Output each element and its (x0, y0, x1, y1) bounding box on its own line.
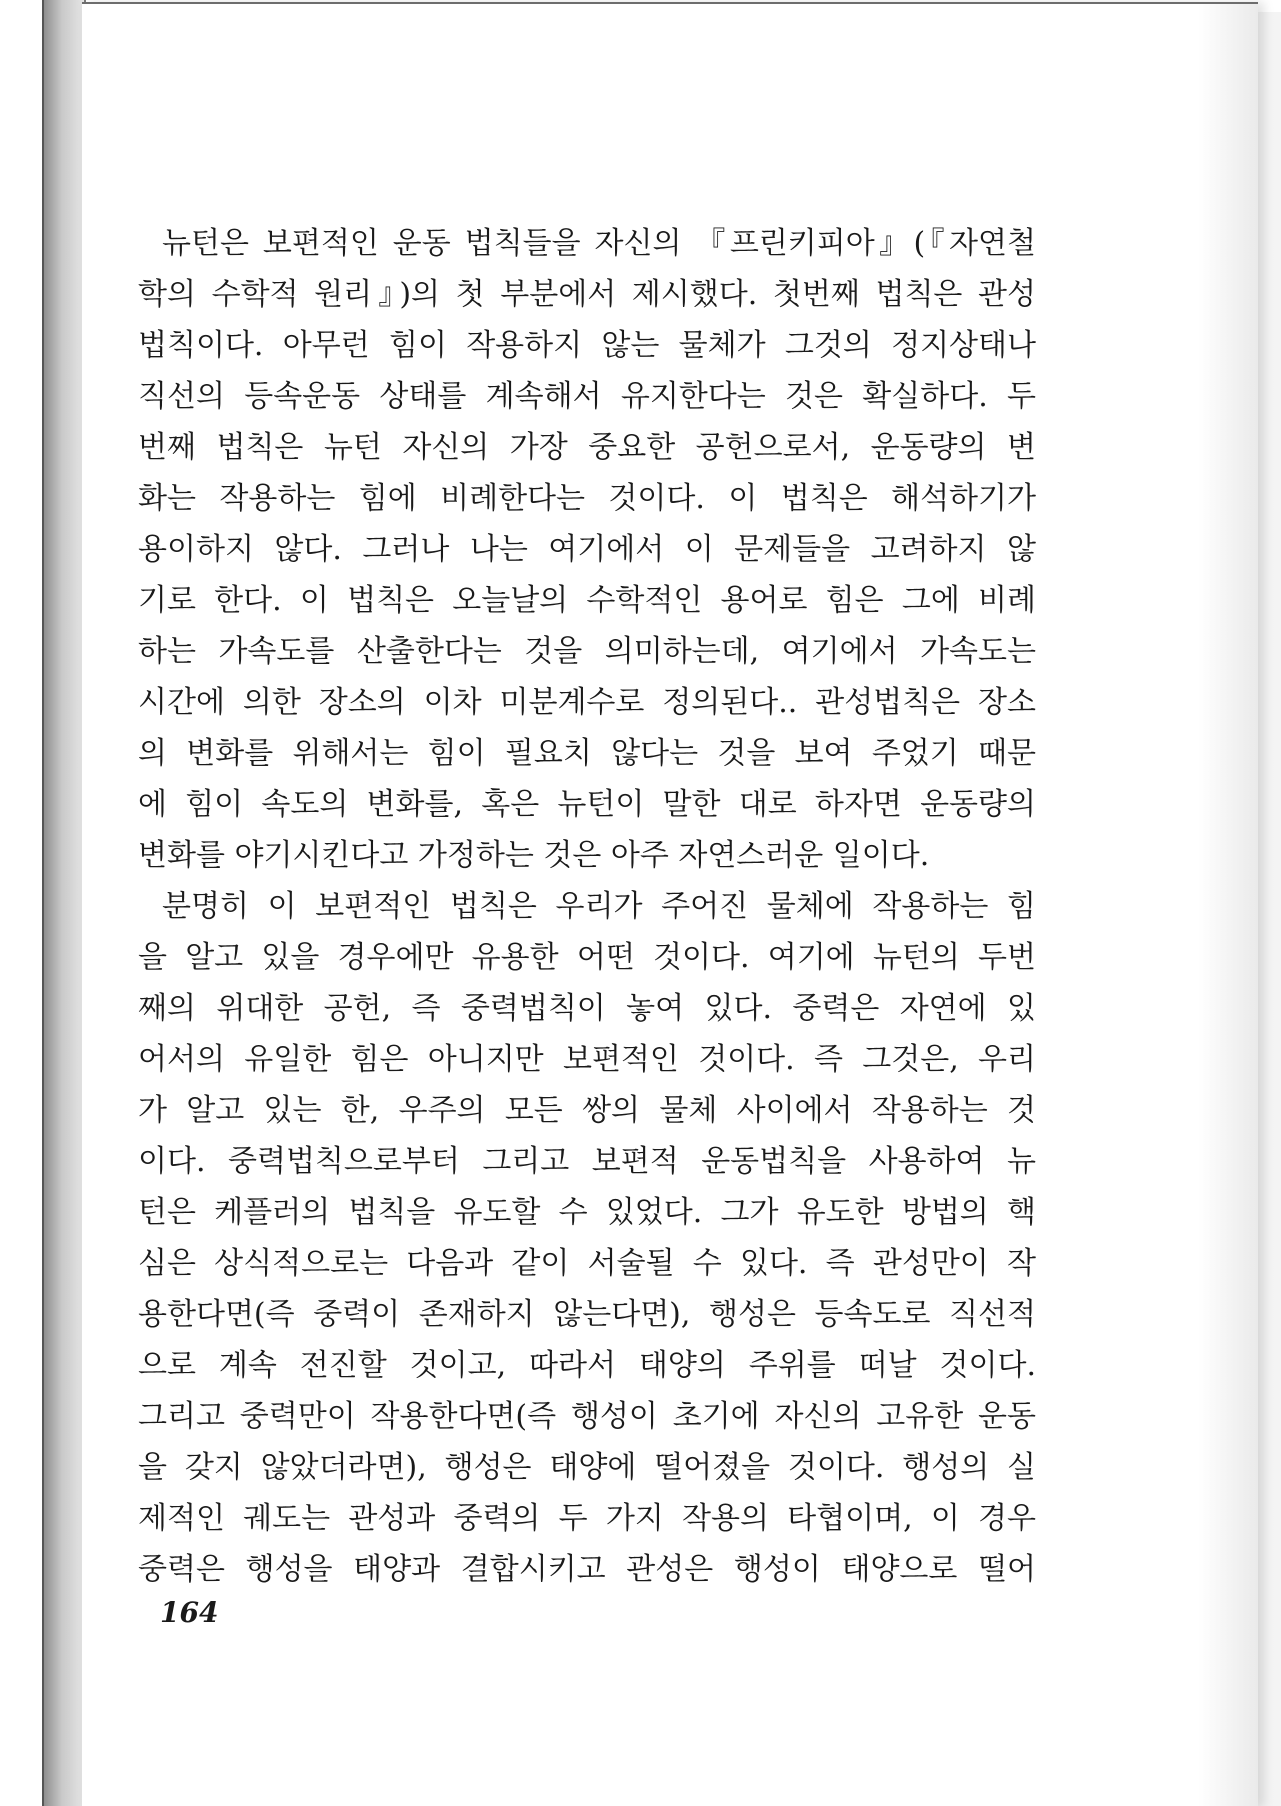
text-line: 뉴턴은 보편적인 운동 법칙들을 자신의 『프린키피아』(『자연철 (162, 226, 1036, 261)
text-line: 으로 계속 전진할 것이고, 따라서 태양의 주위를 떠날 것이다. (138, 1348, 1036, 1383)
page-shade (1198, 4, 1258, 1806)
text-line: 째의 위대한 공헌, 즉 중력법칙이 놓여 있다. 중력은 자연에 있 (138, 991, 1036, 1026)
paragraph-1 (138, 218, 1036, 881)
paragraph-2 (138, 881, 1036, 1595)
text-line: 시간에 의한 장소의 이차 미분계수로 정의된다.. 관성법칙은 장소 (138, 685, 1036, 720)
text-line: 에 힘이 속도의 변화를, 혹은 뉴턴이 말한 대로 하자면 운동량의 (138, 787, 1036, 822)
book-page-edge (42, 0, 84, 1806)
text-line: 직선의 등속운동 상태를 계속해서 유지한다는 것은 확실하다. 두 (138, 379, 1036, 414)
text-line: 중력은 행성을 태양과 결합시키고 관성은 행성이 태양으로 떨어 (138, 1552, 1036, 1587)
body-text (138, 218, 1036, 1595)
text-line: 제적인 궤도는 관성과 중력의 두 가지 작용의 타협이며, 이 경우 (138, 1501, 1036, 1536)
text-line: 이다. 중력법칙으로부터 그리고 보편적 운동법칙을 사용하여 뉴 (138, 1144, 1036, 1179)
text-line: 을 알고 있을 경우에만 유용한 어떤 것이다. 여기에 뉴턴의 두번 (138, 940, 1036, 975)
text-line: 번째 법칙은 뉴턴 자신의 가장 중요한 공헌으로서, 운동량의 변 (138, 430, 1036, 465)
text-line: 학의 수학적 원리』)의 첫 부분에서 제시했다. 첫번째 법칙은 관성 (138, 277, 1036, 312)
text-line: 을 갖지 않았더라면), 행성은 태양에 떨어졌을 것이다. 행성의 실 (138, 1450, 1036, 1485)
text-line: 심은 상식적으로는 다음과 같이 서술될 수 있다. 즉 관성만이 작 (138, 1246, 1036, 1281)
text-line: 그리고 중력만이 작용한다면(즉 행성이 초기에 자신의 고유한 운동 (138, 1399, 1036, 1434)
text-line: 하는 가속도를 산출한다는 것을 의미하는데, 여기에서 가속도는 (138, 634, 1036, 669)
text-line: 용이하지 않다. 그러나 나는 여기에서 이 문제들을 고려하지 않 (138, 532, 1036, 567)
page-number: 164 (160, 1596, 219, 1629)
text-line: 용한다면(즉 중력이 존재하지 않는다면), 행성은 등속도로 직선적 (138, 1297, 1036, 1332)
text-line: 화는 작용하는 힘에 비례한다는 것이다. 이 법칙은 해석하기가 (138, 481, 1036, 516)
text-line: 분명히 이 보편적인 법칙은 우리가 주어진 물체에 작용하는 힘 (162, 889, 1036, 924)
text-line: 변화를 야기시킨다고 가정하는 것은 아주 자연스러운 일이다. (138, 838, 930, 873)
text-line: 기로 한다. 이 법칙은 오늘날의 수학적인 용어로 힘은 그에 비례 (138, 583, 1036, 618)
text-line: 어서의 유일한 힘은 아니지만 보편적인 것이다. 즉 그것은, 우리 (138, 1042, 1036, 1077)
text-line: 의 변화를 위해서는 힘이 필요치 않다는 것을 보여 주었기 때문 (138, 736, 1036, 771)
text-line: 가 알고 있는 한, 우주의 모든 쌍의 물체 사이에서 작용하는 것 (138, 1093, 1036, 1128)
text-line: 법칙이다. 아무런 힘이 작용하지 않는 물체가 그것의 정지상태나 (138, 328, 1036, 363)
text-line: 턴은 케플러의 법칙을 유도할 수 있었다. 그가 유도한 방법의 핵 (138, 1195, 1036, 1230)
